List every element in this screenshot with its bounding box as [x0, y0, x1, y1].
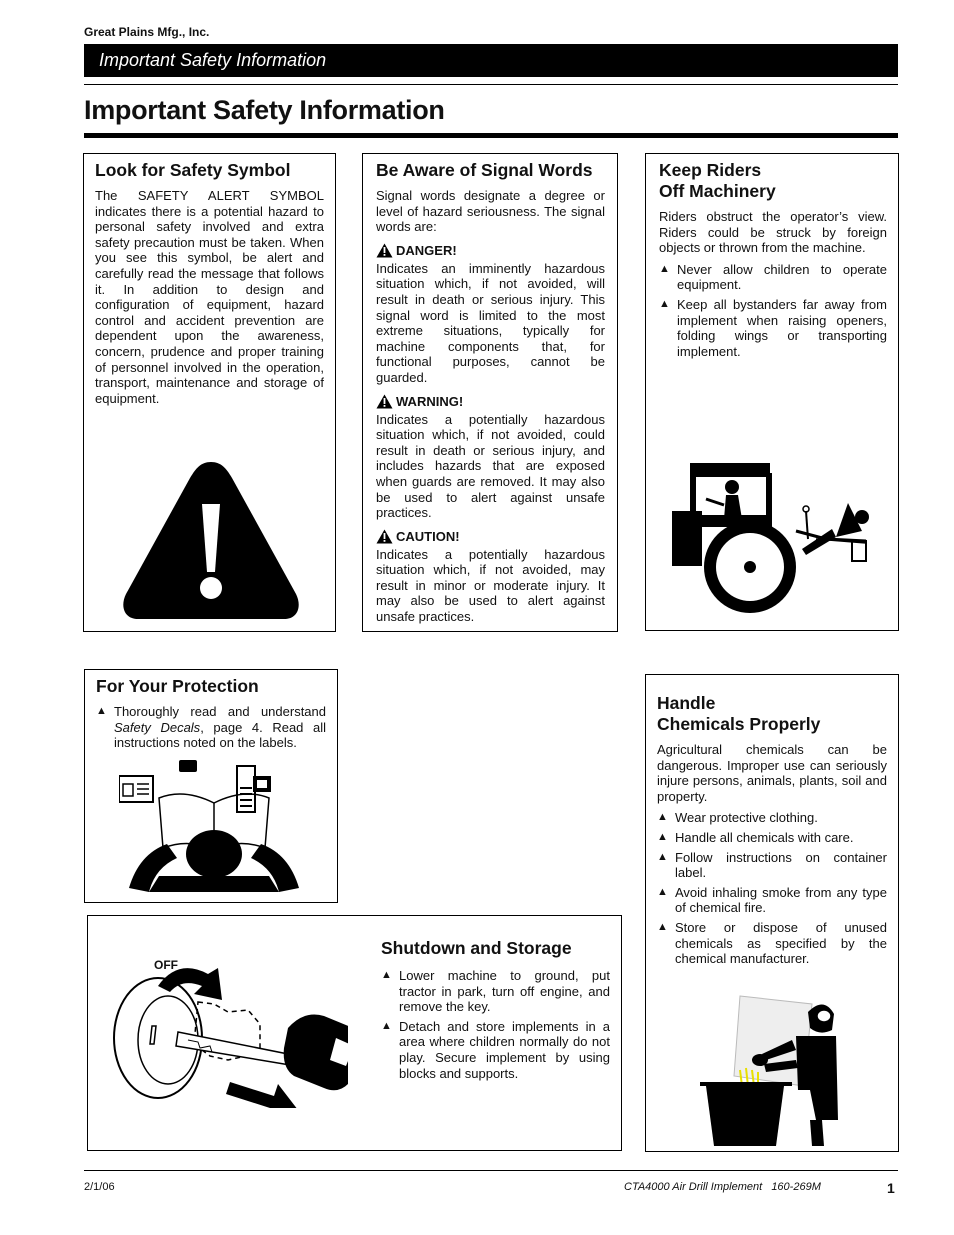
- warning-label-row: [376, 394, 605, 409]
- warning-label: WARNING!: [396, 393, 464, 409]
- chemicals-bullet: [657, 830, 887, 846]
- riders-bullet-text: Keep all bystanders far away from implement when raising openers, folding wings or transporting implement.: [677, 296, 887, 359]
- riders-text: Riders obstruct the operator’s view. Riders could be struck by foreign objects or thrown from the machine.: [659, 209, 887, 256]
- chemical-handling-illustration: [700, 990, 880, 1150]
- footer-document-title: CTA4000 Air Drill Implement 160-269M: [624, 1181, 821, 1193]
- shutdown-bullet-text: Detach and store implements in a area where children normally do not play. Secure implement by using blocks and supports.: [399, 1018, 610, 1081]
- bullet-triangle-icon: ▲: [659, 297, 670, 310]
- riders-bullet: [659, 262, 887, 293]
- bullet-triangle-icon: ▲: [381, 1019, 392, 1032]
- shutdown-bullet-text: Lower machine to ground, put tractor in park, turn off engine, and remove the key.: [399, 968, 610, 1015]
- riders-heading-line1: Keep Riders: [659, 160, 762, 180]
- look-for-safety-symbol-box: [83, 153, 336, 632]
- caution-label: CAUTION!: [396, 528, 460, 544]
- caution-text: Indicates a potentially hazardous situation which, if not avoided, may result in minor or moderate injury. It may also be used to alert against unsafe practices.: [376, 546, 605, 625]
- shutdown-bullet: [381, 1019, 610, 1081]
- handle-chemicals-box: [645, 674, 899, 1152]
- riders-bullet-text: Never allow children to operate equipment.: [677, 261, 887, 293]
- chemicals-bullet: [657, 885, 887, 916]
- bullet-triangle-icon: ▲: [96, 705, 107, 717]
- chemicals-bullet-text: Avoid inhaling smoke from any type of chemical fire.: [675, 884, 887, 916]
- warning-text: Indicates a potentially hazardous situation which, if not avoided, could result in death or serious injury, and includes hazards that are exposed when guards are removed. It may also be used to alert against unsafe practices.: [376, 411, 605, 521]
- chemicals-bullet: [657, 920, 887, 967]
- chemicals-heading: [657, 693, 887, 735]
- protection-bullet: [96, 704, 326, 751]
- chemicals-bullet-text: Store or dispose of unused chemicals as specified by the chemical manufacturer.: [675, 919, 887, 967]
- safety-decals-reference: Safety Decals: [114, 719, 201, 735]
- bullet-triangle-icon: ▲: [657, 830, 668, 843]
- ignition-key-illustration: [98, 948, 348, 1108]
- alert-triangle-icon: [376, 394, 393, 409]
- protection-bullet-text: Thoroughly read and understand: [114, 704, 326, 719]
- alert-triangle-icon: [376, 243, 393, 258]
- chemicals-bullet: [657, 810, 887, 826]
- safety-alert-icon: [116, 454, 306, 624]
- bullet-triangle-icon: ▲: [659, 262, 670, 275]
- danger-label: DANGER!: [396, 242, 457, 258]
- alert-triangle-icon: [376, 529, 393, 544]
- shutdown-storage-box: [87, 915, 622, 1151]
- keep-riders-box: [645, 153, 899, 631]
- off-label: OFF: [154, 958, 178, 972]
- riders-bullet: [659, 297, 887, 359]
- chemicals-bullet: [657, 850, 887, 881]
- chemicals-heading-line1: Handle: [657, 693, 716, 713]
- shutdown-heading: Shutdown and Storage: [381, 938, 572, 958]
- page-title: Important Safety Information: [84, 95, 445, 125]
- caution-label-row: [376, 529, 605, 544]
- reading-manual-illustration: [119, 758, 319, 898]
- bullet-triangle-icon: ▲: [657, 885, 668, 898]
- company-name: Great Plains Mfg., Inc.: [84, 25, 210, 39]
- chemicals-text: Agricultural chemicals can be dangerous. Improper use can seriously injure persons, animals, plants, soil and property.: [657, 742, 887, 804]
- for-your-protection-box: [84, 669, 338, 903]
- chemicals-bullet-text: Wear protective clothing.: [675, 810, 818, 826]
- shutdown-text-column: [381, 938, 610, 1085]
- section-title: Important Safety Information: [99, 50, 327, 70]
- chemicals-bullet-text: Handle all chemicals with care.: [675, 829, 854, 845]
- protection-bullet-text-end: , page 4. Read all instructions noted on the labels.: [114, 719, 327, 751]
- danger-text: Indicates an imminently hazardous situation which, if not avoided, will result in death or serious injury. This signal word is limited to the most extreme situations, typically for machine components that, for functional purposes, cannot be guarded.: [376, 260, 605, 385]
- bullet-triangle-icon: ▲: [381, 969, 392, 981]
- look-symbol-heading: Look for Safety Symbol: [95, 160, 291, 180]
- chemicals-bullet-text: Follow instructions on container label.: [675, 849, 887, 881]
- bullet-triangle-icon: ▲: [657, 811, 668, 824]
- danger-label-row: [376, 243, 605, 258]
- signal-words-heading: Be Aware of Signal Words: [376, 160, 593, 180]
- header-rule: [84, 84, 898, 85]
- title-rule: [84, 133, 898, 138]
- look-symbol-text: The SAFETY ALERT SYMBOL indicates there is a potential hazard to personal safety involved and extra safety precaution must be taken. When you see this symbol, be alert and carefully read the message that follows it. In addition to design and configuration of equipment, hazard control and accident prevention are dependent upon the awareness, concern, prudence and proper training of personnel involved in the operation, transport, maintenance and storage of equipment.: [95, 188, 324, 406]
- bullet-triangle-icon: ▲: [657, 920, 668, 933]
- tractor-rider-illustration: [666, 459, 876, 614]
- protection-heading: For Your Protection: [96, 676, 259, 696]
- signal-words-box: [362, 153, 618, 632]
- footer-date: 2/1/06: [84, 1181, 115, 1193]
- signal-words-intro: Signal words designate a degree or level of hazard seriousness. The signal words are:: [376, 188, 605, 235]
- section-bar: [84, 44, 898, 77]
- chemicals-heading-line2: Chemicals Properly: [657, 714, 821, 734]
- bullet-triangle-icon: ▲: [657, 850, 668, 863]
- riders-heading: [659, 160, 887, 202]
- page-number: 1: [887, 1180, 895, 1196]
- footer-rule: [84, 1170, 898, 1171]
- riders-heading-line2: Off Machinery: [659, 181, 776, 201]
- shutdown-bullet: [381, 968, 610, 1015]
